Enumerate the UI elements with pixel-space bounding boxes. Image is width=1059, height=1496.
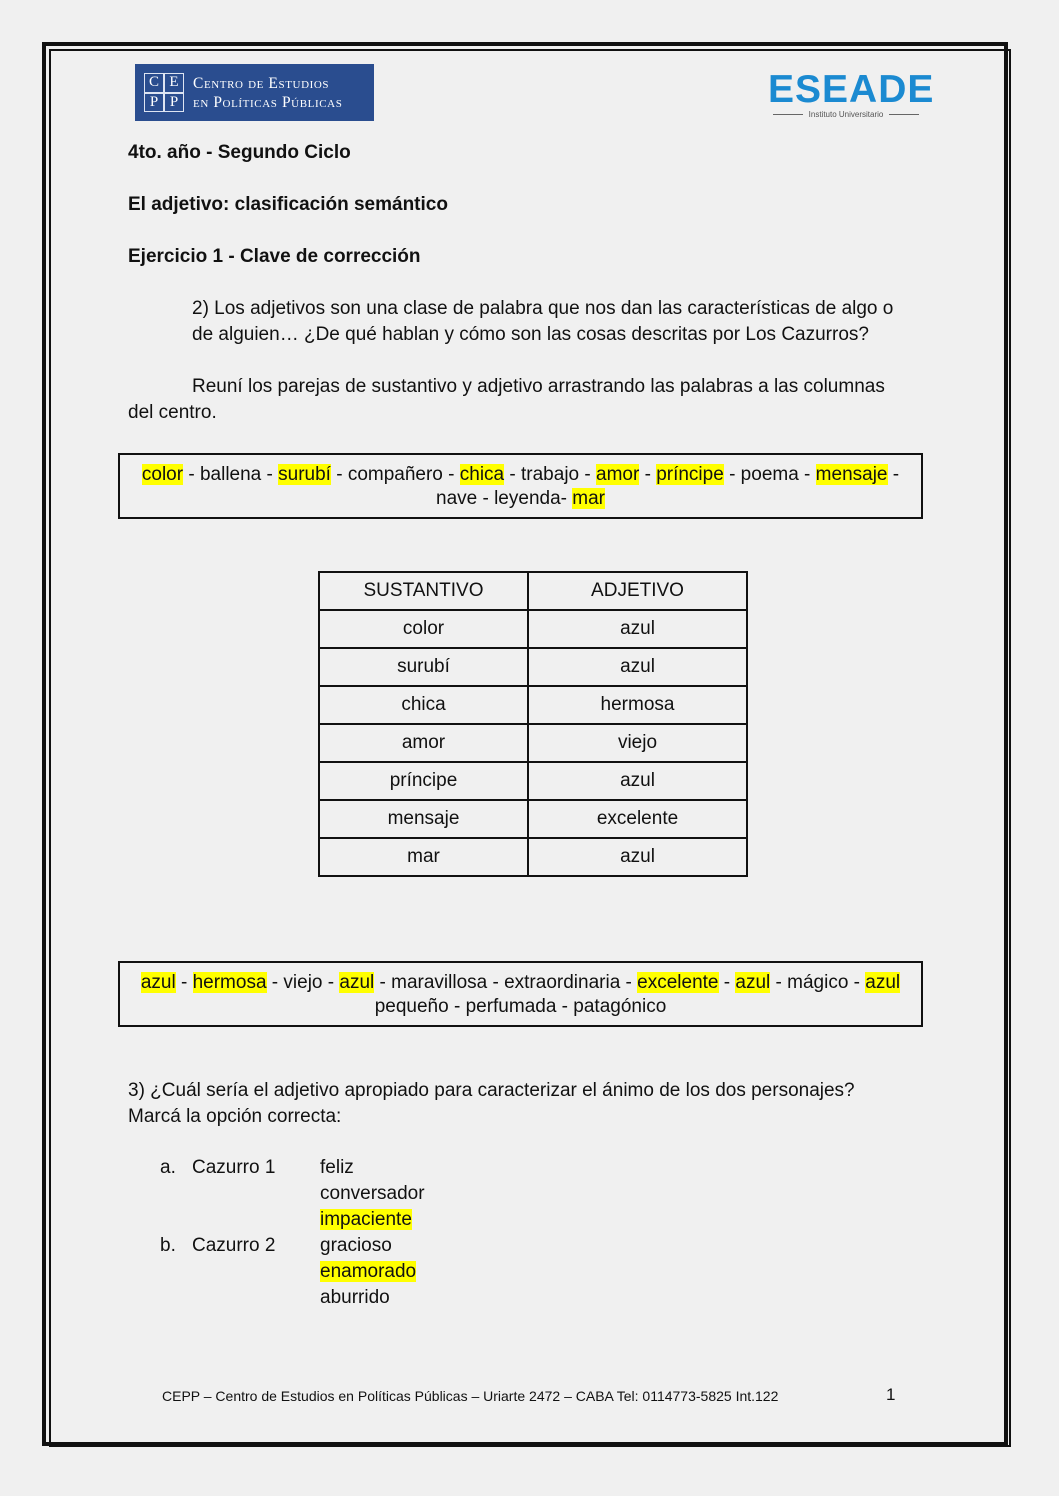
noun-cell[interactable]: mar: [319, 838, 528, 876]
adjective-cell[interactable]: hermosa: [528, 686, 747, 724]
table-row: [319, 838, 747, 876]
footer-text: CEPP – Centro de Estudios en Políticas Públicas – Uriarte 2472 – CABA Tel: 0114773-5825 Int.122: [162, 1388, 779, 1404]
adjective-cell[interactable]: viejo: [528, 724, 747, 762]
word-text: - maravillosa - extraordinaria -: [374, 972, 638, 993]
page-number: 1: [886, 1385, 896, 1404]
instruction-line1: Reuní los parejas de sustantivo y adjetivo arrastrando las palabras a las columnas: [192, 376, 885, 397]
highlighted-word[interactable]: hermosa: [192, 972, 267, 993]
highlighted-word[interactable]: excelente: [637, 972, 719, 993]
option-b-choices: [320, 1233, 416, 1311]
table-row: [319, 610, 747, 648]
word-text: - viejo -: [266, 972, 340, 993]
highlighted-word[interactable]: azul: [339, 972, 375, 993]
word-text: - mágico -: [770, 972, 866, 993]
noun-bank-line2: [120, 487, 921, 511]
adjective-cell[interactable]: azul: [528, 762, 747, 800]
adjective-bank-line1: [120, 971, 921, 995]
cepp-logo: [135, 64, 374, 121]
option[interactable]: feliz: [320, 1157, 354, 1178]
cepp-letter: C: [145, 74, 163, 92]
word-text: -: [175, 972, 193, 993]
adjective-word-bank: [118, 961, 923, 1027]
word-text: - compañero -: [330, 464, 460, 485]
header-sustantivo: SUSTANTIVO: [319, 572, 528, 610]
word-text: - poema -: [723, 464, 816, 485]
noun-cell[interactable]: color: [319, 610, 528, 648]
question2-line2: de alguien… ¿De qué hablan y cómo son las cosas descritas por Los Cazurros?: [192, 324, 869, 345]
option-b-marker: b.: [160, 1235, 176, 1256]
option-row: [320, 1285, 416, 1311]
table-row: [319, 800, 747, 838]
option-row: [320, 1233, 416, 1259]
word-text: -: [718, 972, 736, 993]
header-adjetivo: ADJETIVO: [528, 572, 747, 610]
word-text: -: [639, 464, 657, 485]
highlighted-word[interactable]: azul: [140, 972, 176, 993]
cepp-letter: E: [165, 74, 183, 92]
word-text: - trabajo -: [504, 464, 596, 485]
question3-line1: 3) ¿Cuál sería el adjetivo apropiado para caracterizar el ánimo de los dos personajes?: [128, 1080, 855, 1101]
question3-line2: Marcá la opción correcta:: [128, 1106, 342, 1127]
eseade-logo: [768, 68, 935, 119]
cepp-logo-line1: Centro de Estudios: [193, 75, 330, 92]
instruction-line2: del centro.: [128, 402, 217, 423]
highlighted-word[interactable]: azul: [865, 972, 901, 993]
adjective-cell[interactable]: azul: [528, 610, 747, 648]
word-text: - ballena -: [183, 464, 279, 485]
highlighted-word[interactable]: surubí: [278, 464, 331, 485]
table-header-row: [319, 572, 747, 610]
noun-word-bank: [118, 453, 923, 519]
option-row: [320, 1155, 425, 1181]
adjective-cell[interactable]: excelente: [528, 800, 747, 838]
highlighted-word[interactable]: príncipe: [656, 464, 724, 485]
option[interactable]: gracioso: [320, 1235, 392, 1256]
option-b-label: Cazurro 2: [192, 1235, 276, 1256]
option-a-marker: a.: [160, 1157, 176, 1178]
word-text: -: [887, 464, 900, 485]
highlighted-word[interactable]: azul: [735, 972, 771, 993]
selected-option[interactable]: enamorado: [320, 1261, 417, 1282]
option-row: [320, 1181, 425, 1207]
highlighted-word[interactable]: color: [141, 464, 184, 485]
noun-bank-line1: [120, 463, 921, 487]
noun-cell[interactable]: príncipe: [319, 762, 528, 800]
cepp-letter: P: [145, 94, 163, 112]
selected-option[interactable]: impaciente: [320, 1209, 412, 1230]
table-row: [319, 648, 747, 686]
table-row: [319, 762, 747, 800]
adjective-bank-line2: [120, 995, 921, 1019]
option[interactable]: conversador: [320, 1183, 425, 1204]
eseade-logo-word: ESEADE: [768, 68, 935, 111]
word-text: nave - leyenda-: [436, 488, 573, 509]
topic-heading: El adjetivo: clasificación semántico: [128, 194, 448, 215]
noun-cell[interactable]: amor: [319, 724, 528, 762]
noun-cell[interactable]: mensaje: [319, 800, 528, 838]
noun-cell[interactable]: chica: [319, 686, 528, 724]
question2-line1: 2) Los adjetivos son una clase de palabra que nos dan las características de algo o: [192, 298, 894, 319]
option[interactable]: aburrido: [320, 1287, 390, 1308]
eseade-logo-subtitle: [768, 110, 924, 119]
cepp-logo-mark: [144, 73, 184, 112]
adjective-cell[interactable]: azul: [528, 648, 747, 686]
table-row: [319, 724, 747, 762]
option-row: [320, 1207, 425, 1233]
exercise-heading: Ejercicio 1 - Clave de corrección: [128, 246, 421, 267]
option-row: [320, 1259, 416, 1285]
eseade-subtitle-text: Instituto Universitario: [808, 110, 884, 119]
word-text: pequeño - perfumada - patagónico: [374, 996, 667, 1017]
option-a-label: Cazurro 1: [192, 1157, 276, 1178]
option-a-choices: [320, 1155, 425, 1233]
noun-cell[interactable]: surubí: [319, 648, 528, 686]
highlighted-word[interactable]: chica: [459, 464, 505, 485]
highlighted-word[interactable]: mensaje: [815, 464, 888, 485]
highlighted-word[interactable]: amor: [596, 464, 640, 485]
cepp-logo-line2: en Políticas Públicas: [193, 94, 343, 111]
adjective-cell[interactable]: azul: [528, 838, 747, 876]
highlighted-word[interactable]: mar: [572, 488, 605, 509]
cepp-letter: P: [165, 94, 183, 112]
noun-adjective-table: [318, 571, 748, 877]
course-heading: 4to. año - Segundo Ciclo: [128, 142, 351, 163]
cepp-logo-text: [193, 74, 342, 112]
table-row: [319, 686, 747, 724]
